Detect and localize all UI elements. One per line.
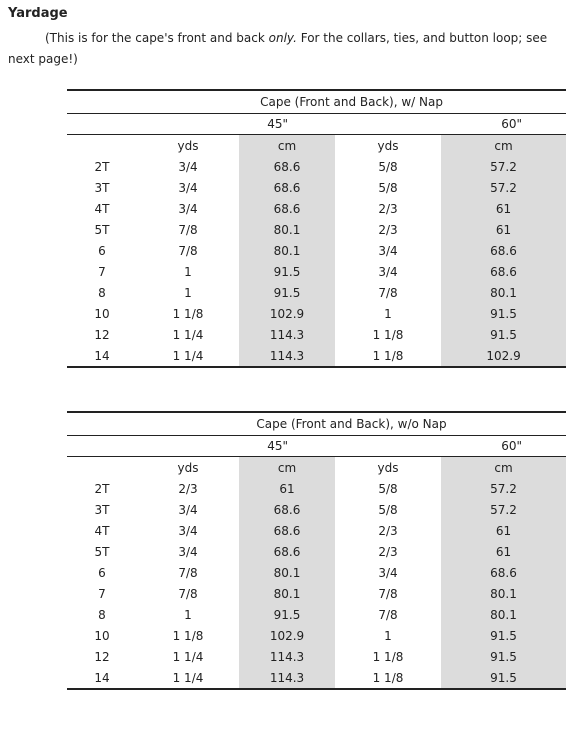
size-cell: 8 <box>98 285 106 300</box>
size-cell: 3T <box>94 502 110 517</box>
yds-60-cell: 5/8 <box>378 159 398 174</box>
table-row <box>67 667 566 689</box>
cm-45-cell: 68.6 <box>239 541 335 562</box>
yds-60-cell: 2/3 <box>378 222 398 237</box>
yds-45-cell: 1 <box>184 607 192 622</box>
yds-45-cell: 3/4 <box>178 523 198 538</box>
yds-45-cell: 3/4 <box>178 180 198 195</box>
table-row <box>67 499 566 520</box>
table-row <box>67 198 566 219</box>
fabric-width-60: 60" <box>335 114 566 135</box>
table-row <box>67 625 566 646</box>
table-row <box>67 646 566 667</box>
table-body <box>67 478 566 689</box>
page-title: Yardage <box>8 6 68 21</box>
cm-60-cell: 61 <box>441 541 566 562</box>
column-header-yds: yds <box>377 460 399 475</box>
cm-60-cell: 57.2 <box>441 499 566 520</box>
yds-60-cell: 1 1/8 <box>372 649 404 664</box>
width-spacer <box>67 436 137 457</box>
cm-45-cell: 68.6 <box>239 198 335 219</box>
yds-45-cell: 1 1/4 <box>172 649 204 664</box>
caption-spacer <box>67 90 137 114</box>
cm-60-cell: 80.1 <box>441 604 566 625</box>
size-cell: 5T <box>94 544 110 559</box>
yds-45-cell: 1 <box>184 285 192 300</box>
cm-60-cell: 80.1 <box>441 583 566 604</box>
fabric-width-row <box>67 436 566 457</box>
yds-45-cell: 1 1/4 <box>137 345 239 367</box>
yds-45-cell: 3/4 <box>178 502 198 517</box>
yds-45-cell: 7/8 <box>178 243 198 258</box>
yds-60-cell: 7/8 <box>378 285 398 300</box>
yds-60-cell: 3/4 <box>378 264 398 279</box>
table-row <box>67 282 566 303</box>
cm-45-cell: 91.5 <box>239 261 335 282</box>
size-cell: 2T <box>94 159 110 174</box>
cm-60-cell: 102.9 <box>441 345 566 367</box>
yds-60-cell: 7/8 <box>378 607 398 622</box>
cm-60-cell: 61 <box>441 219 566 240</box>
cm-60-cell: 61 <box>441 520 566 541</box>
size-cell: 12 <box>94 327 110 342</box>
cm-45-cell: 114.3 <box>239 345 335 367</box>
yds-45-cell: 7/8 <box>178 222 198 237</box>
yds-45-cell: 1 <box>184 264 192 279</box>
caption-spacer <box>67 412 137 436</box>
column-header-cm: cm <box>441 457 566 479</box>
size-cell: 7 <box>98 264 106 279</box>
table-row <box>67 324 566 345</box>
table-row <box>67 562 566 583</box>
table-row <box>67 156 566 177</box>
table-caption-row <box>67 412 566 436</box>
yds-45-cell: 1 1/8 <box>172 628 204 643</box>
intro-paragraph <box>8 28 564 70</box>
yds-45-cell: 1 1/4 <box>137 667 239 689</box>
column-header-cm: cm <box>441 135 566 157</box>
table-row <box>67 177 566 198</box>
column-header-yds: yds <box>177 460 199 475</box>
size-header <box>67 457 137 479</box>
cm-60-cell: 91.5 <box>441 667 566 689</box>
table-row <box>67 261 566 282</box>
cm-60-cell: 68.6 <box>441 240 566 261</box>
fabric-width-45: 45" <box>137 114 335 135</box>
cm-60-cell: 91.5 <box>441 324 566 345</box>
cm-45-cell: 80.1 <box>239 219 335 240</box>
cm-45-cell: 68.6 <box>239 177 335 198</box>
yds-45-cell: 2/3 <box>178 481 198 496</box>
yds-60-cell: 2/3 <box>378 523 398 538</box>
yds-45-cell: 7/8 <box>178 565 198 580</box>
unit-header-row <box>67 135 566 157</box>
yds-60-cell: 1 1/8 <box>372 327 404 342</box>
yds-45-cell: 3/4 <box>178 544 198 559</box>
cm-45-cell: 80.1 <box>239 562 335 583</box>
yds-60-cell: 1 1/8 <box>335 667 441 689</box>
size-cell: 3T <box>94 180 110 195</box>
size-cell: 4T <box>94 201 110 216</box>
cm-45-cell: 114.3 <box>239 646 335 667</box>
table-row <box>67 583 566 604</box>
size-cell: 7 <box>98 586 106 601</box>
size-cell: 8 <box>98 607 106 622</box>
table-row <box>67 604 566 625</box>
yds-60-cell: 1 <box>384 628 392 643</box>
column-header-cm: cm <box>239 457 335 479</box>
cm-60-cell: 68.6 <box>441 562 566 583</box>
column-header-yds: yds <box>177 138 199 153</box>
cm-45-cell: 80.1 <box>239 240 335 261</box>
table-caption-row <box>67 90 566 114</box>
table-body <box>67 156 566 367</box>
cm-45-cell: 114.3 <box>239 667 335 689</box>
cm-45-cell: 102.9 <box>239 625 335 646</box>
size-header <box>67 135 137 157</box>
fabric-width-45: 45" <box>137 436 335 457</box>
cm-60-cell: 57.2 <box>441 478 566 499</box>
intro-text-start: (This is for the cape's front and back <box>45 31 269 45</box>
size-cell: 10 <box>94 628 110 643</box>
cm-60-cell: 80.1 <box>441 282 566 303</box>
cm-45-cell: 91.5 <box>239 282 335 303</box>
size-cell: 5T <box>94 222 110 237</box>
table-row <box>67 240 566 261</box>
table-caption: Cape (Front and Back), w/ Nap <box>137 90 566 114</box>
cm-45-cell: 102.9 <box>239 303 335 324</box>
size-cell: 2T <box>94 481 110 496</box>
table-row <box>67 303 566 324</box>
cm-45-cell: 61 <box>239 478 335 499</box>
cm-45-cell: 68.6 <box>239 499 335 520</box>
fabric-width-60: 60" <box>335 436 566 457</box>
size-cell: 14 <box>67 345 137 367</box>
yds-60-cell: 2/3 <box>378 201 398 216</box>
intro-text-end: For the collars, ties, and button loop; see next page!) <box>8 31 548 66</box>
cm-60-cell: 91.5 <box>441 646 566 667</box>
size-cell: 10 <box>94 306 110 321</box>
yds-60-cell: 5/8 <box>378 481 398 496</box>
size-cell: 4T <box>94 523 110 538</box>
cm-60-cell: 57.2 <box>441 156 566 177</box>
cm-60-cell: 57.2 <box>441 177 566 198</box>
yds-45-cell: 3/4 <box>178 159 198 174</box>
column-header-cm: cm <box>239 135 335 157</box>
yardage-table-with-nap <box>67 89 566 368</box>
size-cell: 6 <box>98 565 106 580</box>
cm-60-cell: 91.5 <box>441 625 566 646</box>
yds-60-cell: 5/8 <box>378 180 398 195</box>
cm-45-cell: 68.6 <box>239 156 335 177</box>
yds-60-cell: 2/3 <box>378 544 398 559</box>
size-cell: 14 <box>67 667 137 689</box>
column-header-yds: yds <box>377 138 399 153</box>
width-spacer <box>67 114 137 135</box>
cm-45-cell: 114.3 <box>239 324 335 345</box>
intro-text-italic: only. <box>268 31 297 45</box>
unit-header-row <box>67 457 566 479</box>
cm-60-cell: 68.6 <box>441 261 566 282</box>
cm-45-cell: 68.6 <box>239 520 335 541</box>
table-row <box>67 345 566 367</box>
yds-60-cell: 5/8 <box>378 502 398 517</box>
yds-45-cell: 1 1/8 <box>172 306 204 321</box>
table-row <box>67 541 566 562</box>
yds-60-cell: 7/8 <box>378 586 398 601</box>
yds-45-cell: 1 1/4 <box>172 327 204 342</box>
yds-60-cell: 3/4 <box>378 565 398 580</box>
cm-60-cell: 91.5 <box>441 303 566 324</box>
table-row <box>67 520 566 541</box>
yds-45-cell: 3/4 <box>178 201 198 216</box>
table-caption: Cape (Front and Back), w/o Nap <box>137 412 566 436</box>
yds-60-cell: 1 <box>384 306 392 321</box>
fabric-width-row <box>67 114 566 135</box>
table-row <box>67 478 566 499</box>
size-cell: 6 <box>98 243 106 258</box>
cm-45-cell: 91.5 <box>239 604 335 625</box>
cm-60-cell: 61 <box>441 198 566 219</box>
yds-60-cell: 1 1/8 <box>335 345 441 367</box>
yardage-table-without-nap <box>67 411 566 690</box>
cm-45-cell: 80.1 <box>239 583 335 604</box>
table-row <box>67 219 566 240</box>
size-cell: 12 <box>94 649 110 664</box>
yds-60-cell: 3/4 <box>378 243 398 258</box>
yds-45-cell: 7/8 <box>178 586 198 601</box>
